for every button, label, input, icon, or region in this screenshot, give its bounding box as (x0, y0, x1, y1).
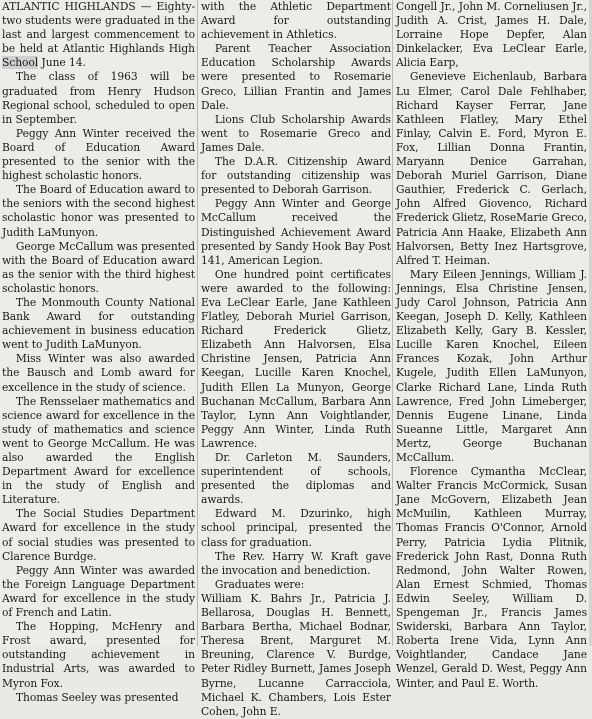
article-paragraph: Mary Eileen Jennings, William J. Jennings, Elsa Christine Jensen, Judy Carol Johnson, Patricia Ann Keegan, Joseph D. Kelly, Kathleen Elizabeth Kelly, Gary B. Kessler, Lucille Karen Knochel, Eileen Frances Kozak, John Arthur Kugele, Judith Ellen LaMunyon, Clarke Richard Lane, Linda Ruth Lawrence, Fred John Limeberger, Dennis Eugene Linane, Linda Sueanne Little, Margaret Ann Mertz, George Buchanan McCallum. (396, 267, 587, 464)
column-divider (197, 0, 198, 646)
article-paragraph: Edward M. Dzurinko, high school principal, presented the class for graduation. (201, 507, 391, 549)
article-paragraph: The D.A.R. Citizenship Award for outstanding citizenship was presented to Deborah Garrison. (201, 155, 391, 197)
article-paragraph: Graduates were: (214, 577, 305, 591)
column-1 (2, 0, 195, 704)
article-paragraph: Florence Cymantha McClear, Walter Francis McCormick, Susan Jane McGovern, Elizabeth Jean McMuilin, Kathleen Murray, Thomas Francis O'Connor, Arnold Perry, Patricia Lydia Plitnik, Frederick John Rast, Donna Ruth Redmond, John Walter Rowen, Alan Ernest Schmied, Thomas Edwin Seeley, William D. Spengeman Jr., Francis James Swiderski, Barbara Ann Taylor, Roberta Irene Vida, Lynn Ann Voightlander, Candace Jane Wenzel, Gerald D. West, Peggy Ann Winter, and Paul E. Worth. (396, 465, 587, 690)
article-paragraph: The Hopping, McHenry and Frost award, presented for outstanding achievement in Industrial Arts, was awarded to Myron Fox. (2, 620, 195, 690)
article-paragraph: Congell Jr., John M. Corneliusen Jr., Judith A. Crist, James H. Dale, Lorraine Hope Depfer, Alan Dinkelacker, Eva LeClear Earle, Alicia Earp, (396, 0, 587, 70)
article-paragraph: Peggy Ann Winter and George McCallum received the Distinguished Achievement Award presented by Sandy Hook Bay Post 141, American Legion. (201, 197, 391, 267)
article-paragraph: Parent Teacher Association Education Scholarship Awards were presented to Rosemarie Greco, Lillian Frantin and James Dale. (201, 42, 391, 112)
article-paragraph: The Board of Education award to the seniors with the second highest scholastic honor was presented to Judith LaMunyon. (2, 183, 195, 239)
article-paragraph: One hundred point certificates were awarded to the following: Eva LeClear Earle, Jane Kathleen Flatley, Deborah Muriel Garrison, Richard Frederick Glietz, Elizabeth Ann Halvorsen, Elsa Christine Jensen, Patricia Ann Keegan, Lucille Karen Knochel, Judith Ellen La Munyon, George Buchanan McCallum, Barbara Ann Taylor, Lynn Ann Voightlander, Peggy Ann Winter, Linda Ruth Lawrence. (201, 267, 391, 450)
article-paragraph: The Rev. Harry W. Kraft gave the invocation and benediction. (201, 549, 391, 577)
article-paragraph: Peggy Ann Winter was awarded the Foreign Language Department Award for excellence in the study of French and Latin. (2, 563, 195, 620)
column-2 (201, 0, 391, 718)
column-divider (392, 0, 393, 646)
article-paragraph: Thomas Seeley was presented (15, 690, 179, 704)
article-paragraph: George McCallum was presented with the Board of Education award as the senior with the third highest scholastic honors. (2, 239, 195, 295)
article-paragraph: Genevieve Eichenlaub, Barbara Lu Elmer, Carol Dale Fehlhaber, Richard Kayser Ferrar, Jane Kathleen Flatley, Mary Ethel Finlay, Calvin E. Ford, Myron E. Fox, Lillian Donna Frantin, Maryann Denice Garrahan, Deborah Muriel Garrison, Diane Gauthier, Frederick C. Gerlach, John Alfred Giovenco, Richard Frederick Glietz, RoseMarie Greco, Patricia Ann Haake, Elizabeth Ann Halvorsen, Betty Inez Hartsgrove, Alfred T. Heiman. (396, 70, 587, 267)
article-paragraph: The Rensselaer mathematics and science award for excellence in the study of mathematics and science went to George McCallum. He was also awarded the English Department Award for excellence in the study of English and Literature. (2, 394, 195, 507)
article-paragraph: The Monmouth County National Bank Award for outstanding achievement in business education went to Judith LaMunyon. (2, 295, 195, 352)
article-paragraph: with the Athletic Department Award for outstanding achievement in Athletics. (201, 0, 391, 42)
article-lead-paragraph: ATLANTIC HIGHLANDS — Eighty-two students were graduated in the last and largest commencement to be held at Atlantic Highlands High School June 14. (2, 0, 195, 70)
article-paragraph: Lions Club Scholarship Awards went to Rosemarie Greco and James Dale. (201, 112, 391, 154)
highlighted-word: School (2, 56, 39, 70)
article-paragraph: Peggy Ann Winter received the Board of Education Award presented to the senior with the highest scholastic honors. (2, 126, 195, 183)
column-3 (396, 0, 587, 690)
article-paragraph: The Social Studies Department Award for excellence in the study of social studies was presented to Clarence Burdge. (2, 507, 195, 563)
article-paragraph: Dr. Carleton M. Saunders, superintendent of schools, presented the diplomas and awards. (201, 451, 391, 507)
article-paragraph: William K. Bahrs Jr., Patricia J. Bellarosa, Douglas H. Bennett, Barbara Bertha, Michael Bodnar, Theresa Brent, Marguret M. Breuning, Clarence V. Burdge, Peter Ridley Burnett, James Joseph Byrne, Lucanne Carracciola, Michael K. Chambers, Lois Ester Cohen, John E. (201, 591, 391, 718)
article-paragraph: Miss Winter was also awarded the Bausch and Lomb award for excellence in the study of science. (2, 352, 195, 394)
article-paragraph: The class of 1963 will be graduated from Henry Hudson Regional school, scheduled to open in September. (2, 70, 195, 126)
